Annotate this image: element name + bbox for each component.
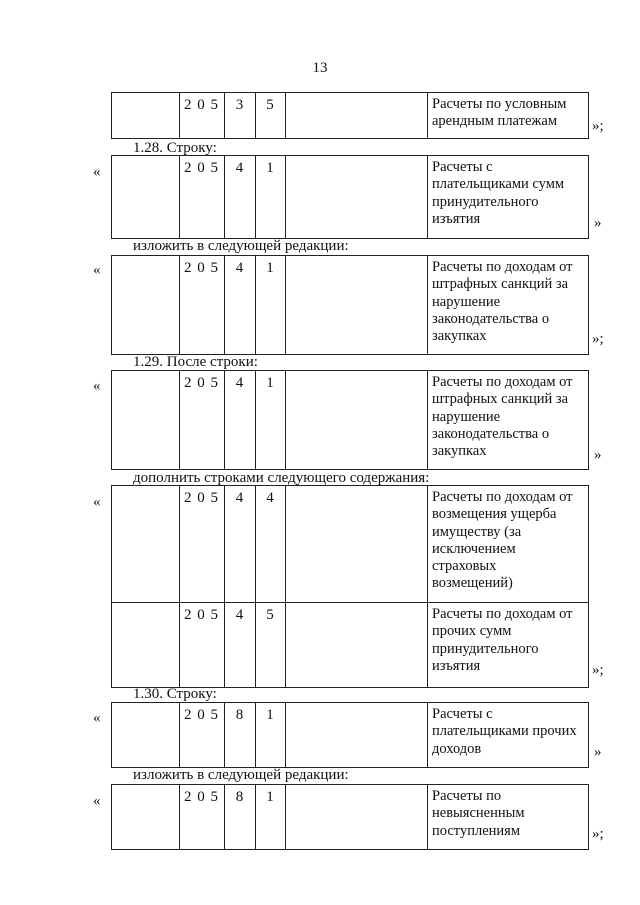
account-subgroup: 1 [266, 789, 274, 805]
page-number: 13 [312, 60, 328, 76]
account-subgroup: 1 [266, 375, 274, 391]
account-code: 2 0 5 [184, 607, 219, 623]
table-block-7 [111, 784, 589, 850]
description-line: законодательства о [432, 310, 550, 327]
description-line: доходов [432, 740, 482, 757]
description-line: закупках [432, 443, 487, 460]
description-line: возмещений) [432, 575, 513, 592]
table-row [111, 255, 589, 355]
description-line: поступлениям [432, 822, 520, 839]
opening-quote: « [93, 793, 101, 809]
description-line: принудительного [432, 640, 539, 657]
account-subgroup: 4 [266, 490, 274, 506]
account-code: 2 0 5 [184, 97, 219, 113]
opening-quote: « [93, 494, 101, 510]
account-description [432, 96, 588, 131]
account-group: 3 [235, 97, 244, 113]
description-line: Расчеты по доходам от [432, 489, 573, 505]
account-description [432, 706, 588, 758]
account-description [432, 788, 588, 840]
description-line: принудительного [432, 193, 539, 210]
account-subgroup: 5 [266, 607, 274, 623]
description-line: плательщиками прочих [432, 723, 577, 740]
table-block-4 [111, 370, 589, 470]
description-line: законодательства о [432, 425, 550, 442]
description-line: имуществу (за [432, 523, 522, 540]
account-group: 4 [235, 160, 244, 176]
table-block-5 [111, 485, 589, 688]
description-line: изъятия [432, 657, 481, 674]
description-line: Расчеты по условным [432, 96, 567, 112]
description-line: Расчеты по доходам от [432, 259, 573, 275]
opening-quote: « [93, 710, 101, 726]
account-description [432, 259, 588, 345]
closing-quote: » [594, 744, 602, 760]
account-code: 2 0 5 [184, 260, 219, 276]
account-subgroup: 1 [266, 160, 274, 176]
closing-quote: »; [592, 826, 604, 842]
closing-quote: »; [592, 118, 604, 134]
account-subgroup: 5 [266, 97, 274, 113]
table-row [111, 485, 589, 603]
description-line: страховых [432, 558, 497, 575]
closing-quote: »; [592, 662, 604, 678]
account-code: 2 0 5 [184, 160, 219, 176]
paragraph-1-29: 1.29. После строки: [133, 354, 258, 370]
table-row [111, 92, 589, 139]
description-line: исключением [432, 540, 516, 557]
paragraph-replace: изложить в следующей редакции: [133, 767, 349, 783]
description-line: Расчеты с [432, 706, 493, 722]
description-line: прочих сумм [432, 623, 512, 640]
account-code: 2 0 5 [184, 789, 219, 805]
paragraph-supplement: дополнить строками следующего содержания: [133, 470, 430, 486]
description-line: штрафных санкций за [432, 276, 569, 293]
description-line: арендным платежам [432, 113, 558, 130]
closing-quote: »; [592, 331, 604, 347]
table-row [111, 155, 589, 239]
account-description [432, 606, 588, 675]
table-row [111, 784, 589, 850]
account-group: 4 [235, 490, 244, 506]
table-block-2 [111, 155, 589, 239]
description-line: изъятия [432, 210, 481, 227]
account-group: 4 [235, 607, 244, 623]
description-line: нарушение [432, 408, 501, 425]
paragraph-replace: изложить в следующей редакции: [133, 238, 349, 254]
description-line: штрафных санкций за [432, 391, 569, 408]
table-block-1 [111, 92, 589, 139]
description-line: Расчеты по доходам от [432, 374, 573, 390]
closing-quote: » [594, 447, 602, 463]
account-group: 8 [235, 707, 244, 723]
account-group: 4 [235, 260, 244, 276]
account-group: 8 [235, 789, 244, 805]
account-subgroup: 1 [266, 707, 274, 723]
account-code: 2 0 5 [184, 375, 219, 391]
description-line: Расчеты по [432, 788, 502, 804]
account-code: 2 0 5 [184, 707, 219, 723]
account-description [432, 159, 588, 228]
table-block-3 [111, 255, 589, 355]
account-description [432, 489, 588, 593]
table-row [111, 702, 589, 768]
table-row [111, 370, 589, 470]
account-subgroup: 1 [266, 260, 274, 276]
description-line: закупках [432, 328, 487, 345]
description-line: возмещения ущерба [432, 506, 557, 523]
paragraph-1-30: 1.30. Строку: [133, 686, 217, 702]
account-group: 4 [235, 375, 244, 391]
opening-quote: « [93, 164, 101, 180]
opening-quote: « [93, 262, 101, 278]
account-code: 2 0 5 [184, 490, 219, 506]
description-line: Расчеты с [432, 159, 493, 175]
description-line: плательщиками сумм [432, 176, 565, 193]
account-description [432, 374, 588, 460]
description-line: Расчеты по доходам от [432, 606, 573, 622]
paragraph-1-28: 1.28. Строку: [133, 140, 217, 156]
table-block-6 [111, 702, 589, 768]
opening-quote: « [93, 378, 101, 394]
closing-quote: » [594, 215, 602, 231]
description-line: нарушение [432, 293, 501, 310]
table-row [111, 602, 589, 688]
description-line: невыясненным [432, 805, 525, 822]
